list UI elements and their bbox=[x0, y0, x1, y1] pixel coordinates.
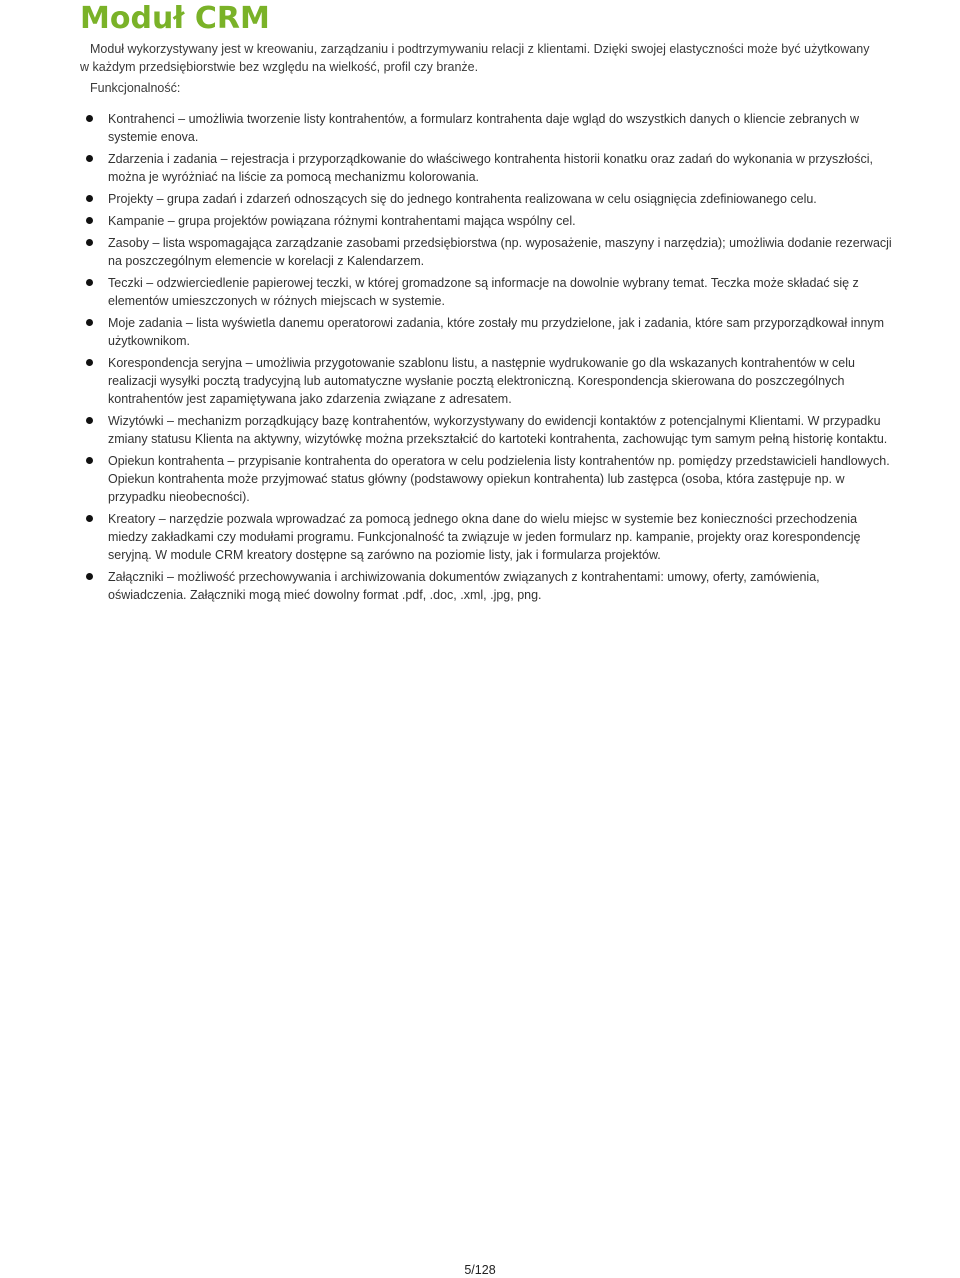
list-item-text: Korespondencja seryjna – umożliwia przygotowanie szablonu listu, a następnie wydrukowanie go dla wskazanych kontrahentów w celu realizacji wysyłki pocztą tradycyjną lub automatyczne wysłanie pocztą elektroniczną. Korespondencja skierowana do poszczególnych kontrahentów jest zapamiętywana jako zdarzenia związane z adresatem. bbox=[108, 356, 855, 406]
list-item bbox=[86, 568, 894, 604]
bullet-icon bbox=[86, 417, 93, 424]
bullet-icon bbox=[86, 457, 93, 464]
list-item bbox=[86, 412, 894, 448]
bullet-icon bbox=[86, 573, 93, 580]
bullet-icon bbox=[86, 217, 93, 224]
intro-paragraph: Moduł wykorzystywany jest w kreowaniu, zarządzaniu i podtrzymywaniu relacji z klientami. Dzięki swojej elastyczności może być użytkowany w każdym przedsiębiorstwie bez względu na wielkość, profil czy branże. bbox=[80, 42, 870, 74]
list-item-text: Załączniki – możliwość przechowywania i archiwizowania dokumentów związanych z kontrahentami: umowy, oferty, zamówienia, oświadczenia. Załączniki mogą mieć dowolny format .pdf, .doc, .xml, .jpg, png. bbox=[108, 570, 820, 602]
list-item bbox=[86, 314, 894, 350]
bullet-icon bbox=[86, 515, 93, 522]
page-number: 5/128 bbox=[464, 1263, 496, 1277]
list-item bbox=[86, 110, 894, 146]
list-item bbox=[86, 150, 894, 186]
page-title: Moduł CRM bbox=[80, 1, 270, 36]
list-item bbox=[86, 190, 894, 208]
list-item bbox=[86, 234, 894, 270]
list-item-text: Kampanie – grupa projektów powiązana różnymi kontrahentami mająca wspólny cel. bbox=[108, 214, 576, 228]
bullet-icon bbox=[86, 155, 93, 162]
list-item bbox=[86, 452, 894, 506]
bullet-icon bbox=[86, 239, 93, 246]
bullet-icon bbox=[86, 195, 93, 202]
list-item-text: Teczki – odzwierciedlenie papierowej teczki, w której gromadzone są informacje na dowolnie wybrany temat. Teczka może składać się z elementów umieszczonych w różnych miejscach w systemie. bbox=[108, 276, 859, 308]
bullet-icon bbox=[86, 279, 93, 286]
list-item-text: Opiekun kontrahenta – przypisanie kontrahenta do operatora w celu podzielenia listy kontrahentów np. pomiędzy przedstawicieli handlowych. Opiekun kontrahenta może przyjmować status główny (podstawowy opiekun kontrahenta) lub zastępca (osoba, która zastępuje np. w przypadku nieobecności). bbox=[108, 454, 890, 504]
list-item-text: Zdarzenia i zadania – rejestracja i przyporządkowanie do właściwego kontrahenta historii konatku oraz zadań do wykonania w przyszłości, można je wyróżniać na liście za pomocą mechanizmu kolorowania. bbox=[108, 152, 873, 184]
bullet-icon bbox=[86, 319, 93, 326]
list-item-text: Kontrahenci – umożliwia tworzenie listy kontrahentów, a formularz kontrahenta daje wgląd do wszystkich danych o kliencie zebranych w systemie enova. bbox=[108, 112, 860, 144]
list-item-text: Projekty – grupa zadań i zdarzeń odnoszących się do jednego kontrahenta realizowana w celu osiągnięcia zdefiniowanego celu. bbox=[108, 192, 817, 206]
list-item-text: Kreatory – narzędzie pozwala wprowadzać za pomocą jednego okna dane do wielu miejsc w systemie bez konieczności przechodzenia miedzy zakładkami czy modułami programu. Funkcjonalność ta związuje w jeden formularz np. kampanie, projekty oraz korespondencję seryjną. W module CRM kreatory dostępne są zarówno na poziomie listy, jak i formularza projektów. bbox=[108, 512, 861, 562]
list-item bbox=[86, 510, 894, 564]
list-item bbox=[86, 274, 894, 310]
list-item-text: Moje zadania – lista wyświetla danemu operatorowi zadania, które zostały mu przydzielone, jak i zadania, które sam przyporządkował innym użytkownikom. bbox=[108, 316, 885, 348]
list-item bbox=[86, 354, 894, 408]
features-list bbox=[86, 110, 894, 608]
list-item-text: Wizytówki – mechanizm porządkujący bazę kontrahentów, wykorzystywany do ewidencji kontaktów z potencjalnymi Klientami. W przypadku zmiany statusu Klienta na aktywny, wizytówkę można przekształcić do kartoteki kontrahenta, zachowując tym samym pełną historię kontaktu. bbox=[108, 414, 888, 446]
list-item-text: Zasoby – lista wspomagająca zarządzanie zasobami przedsiębiorstwa (np. wyposażenie, maszyny i narzędzia); umożliwia dodanie rezerwacji na poszczególnym elemencie w korelacji z Kalendarzem. bbox=[108, 236, 892, 268]
bullet-icon bbox=[86, 359, 93, 366]
functionality-label: Funkcjonalność: bbox=[90, 81, 181, 95]
list-item bbox=[86, 212, 894, 230]
bullet-icon bbox=[86, 115, 93, 122]
